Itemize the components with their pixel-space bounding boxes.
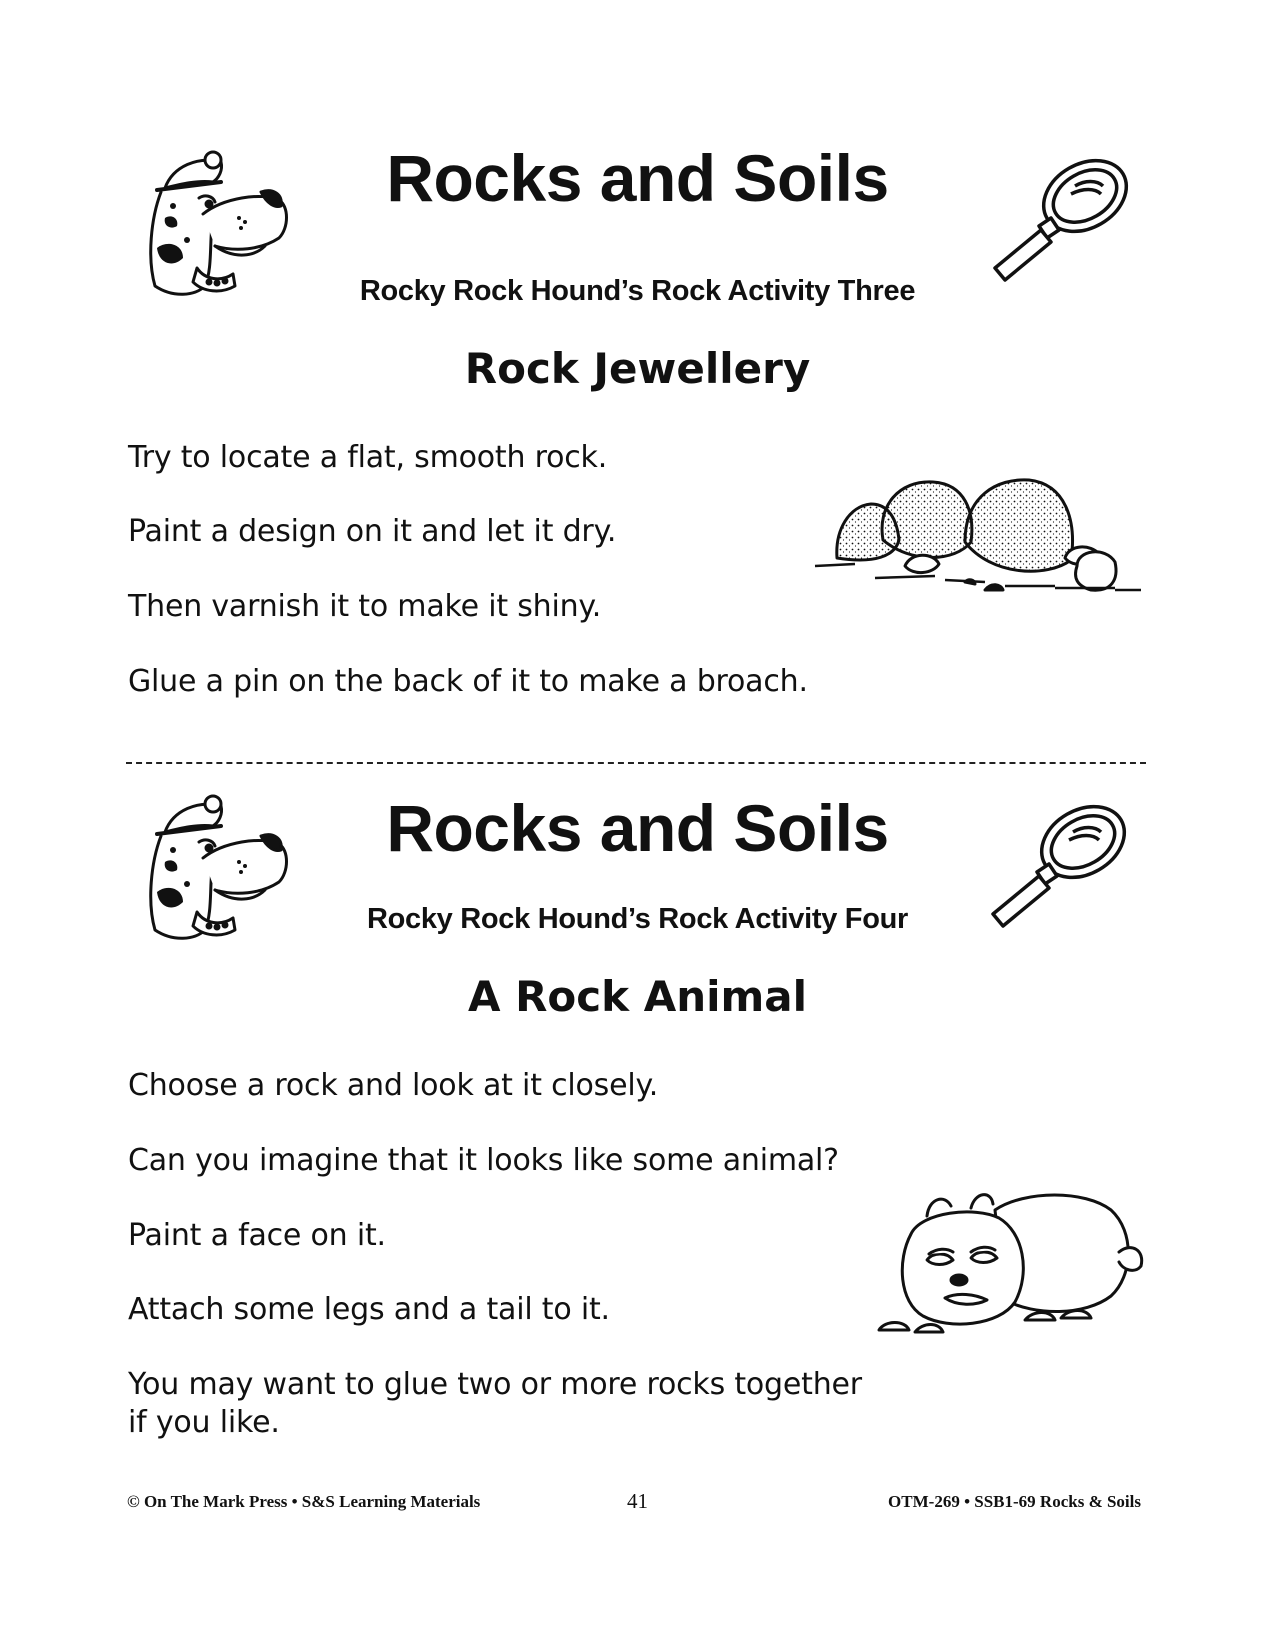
instruction-line: Then varnish it to make it shiny.	[128, 589, 602, 624]
section-activity-four	[0, 770, 1275, 1470]
instruction-line: Choose a rock and look at it closely.	[128, 1068, 659, 1103]
rocks-illustration	[815, 470, 1145, 610]
activity-subtitle: Rocky Rock Hound’s Rock Activity Three	[359, 275, 916, 307]
instruction-line: Try to locate a flat, smooth rock.	[128, 440, 608, 475]
instruction-line: Paint a face on it.	[128, 1218, 386, 1253]
footer-catalog: OTM-269 • SSB1-69 Rocks & Soils	[888, 1492, 1141, 1511]
magnifying-glass-icon	[983, 802, 1133, 937]
activity-heading: Rock Jewellery	[464, 344, 811, 393]
rock-animal-illustration	[875, 1180, 1145, 1345]
section-activity-three	[0, 0, 1275, 740]
instruction-line: Can you imagine that it looks like some animal?	[128, 1143, 839, 1178]
page-number: 41	[627, 1489, 648, 1513]
section-divider	[126, 762, 1146, 764]
instruction-line: if you like.	[128, 1405, 280, 1440]
footer-copyright: © On The Mark Press • S&S Learning Materials	[127, 1492, 481, 1511]
instruction-line: Attach some legs and a tail to it.	[128, 1292, 610, 1327]
activity-heading: A Rock Animal	[467, 972, 808, 1021]
instruction-line: Paint a design on it and let it dry.	[128, 514, 617, 549]
magnifying-glass-icon	[985, 156, 1135, 291]
page-title: Rocks and Soils	[386, 791, 889, 865]
activity-subtitle: Rocky Rock Hound’s Rock Activity Four	[366, 903, 909, 935]
instruction-line: Glue a pin on the back of it to make a broach.	[128, 664, 808, 699]
page-title: Rocks and Soils	[386, 141, 889, 215]
instruction-line: You may want to glue two or more rocks together	[128, 1367, 862, 1402]
